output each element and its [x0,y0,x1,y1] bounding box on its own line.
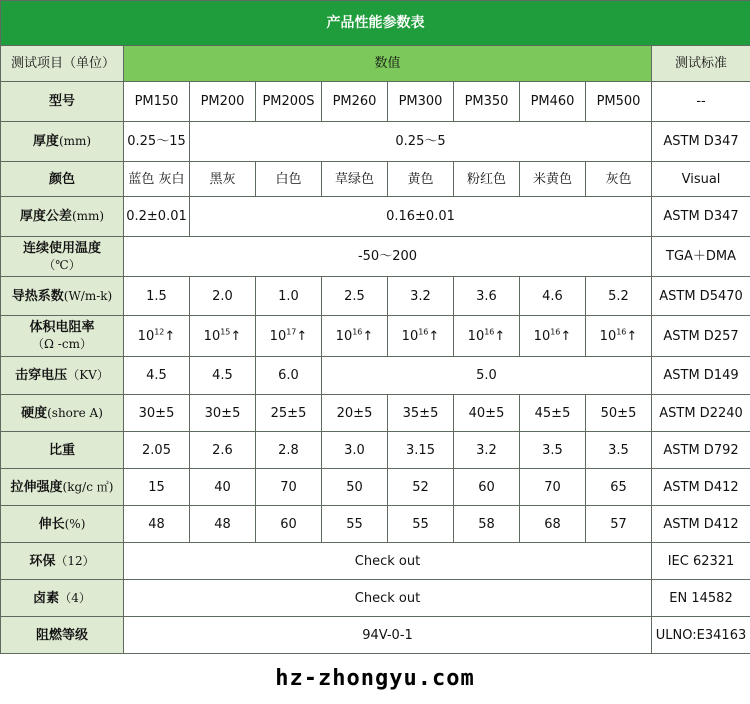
label-unit: （4） [59,590,91,605]
value-cell: PM200S [256,82,322,122]
value-cell: 20±5 [322,395,388,432]
label-text: 硬度 [21,405,48,421]
table-row [1,506,750,543]
up-arrow-icon: ↑ [626,328,638,344]
value-cell [520,316,586,357]
standard-cell: -- [652,82,750,122]
site-watermark: hz-zhongyu.com [275,666,475,691]
label-unit: (kg/c ㎡) [62,479,114,494]
value-cell: 45±5 [520,395,586,432]
value-cell [454,316,520,357]
up-arrow-icon: ↑ [362,328,374,344]
value-cell: 65 [586,469,652,506]
up-arrow-icon: ↑ [230,328,242,344]
resistivity-exponent: 16 [352,327,363,337]
resistivity-base: 10 [401,328,419,344]
value-cell [586,316,652,357]
resistivity-base: 10 [137,328,155,344]
value-cell: PM350 [454,82,520,122]
value-cell: 5.2 [586,277,652,316]
row-label-hardness [1,395,124,432]
table-row [1,82,750,122]
value-cell: 白色 [256,162,322,197]
value-cell: 黄色 [388,162,454,197]
standard-cell: ASTM D347 [652,122,750,162]
table-title: 产品性能参数表 [1,1,750,46]
value-cell: 0.16±0.01 [190,197,652,237]
label-unit: （KV） [67,368,109,382]
header-row [1,46,750,82]
standard-cell: ASTM D412 [652,469,750,506]
value-cell: PM500 [586,82,652,122]
table-row [1,237,750,277]
standard-cell: ASTM D412 [652,506,750,543]
table-row [1,197,750,237]
standard-cell: ASTM D257 [652,316,750,357]
value-cell: PM150 [124,82,190,122]
value-cell: 3.0 [322,432,388,469]
resistivity-base: 10 [467,328,485,344]
value-cell: 5.0 [322,357,652,395]
table-row [1,395,750,432]
value-cell: 30±5 [124,395,190,432]
table-row [1,316,750,357]
value-cell: 40±5 [454,395,520,432]
value-cell: 3.6 [454,277,520,316]
resistivity-exponent: 16 [616,327,627,337]
row-label-temperature [1,237,124,277]
value-cell: 3.5 [586,432,652,469]
label-unit: (%) [64,516,86,531]
row-label-color [1,162,124,197]
value-cell: 4.6 [520,277,586,316]
value-cell: 25±5 [256,395,322,432]
row-label-breakdown [1,357,124,395]
value-cell: 2.6 [190,432,256,469]
table-row [1,357,750,395]
value-cell: 1.5 [124,277,190,316]
row-label-resistivity [1,316,124,357]
row-label-tensile [1,469,124,506]
resistivity-exponent: 15 [220,327,231,337]
value-cell: Check out [124,580,652,617]
label-unit: (mm) [58,134,92,148]
table-row [1,432,750,469]
resistivity-base: 10 [269,328,287,344]
value-cell: 68 [520,506,586,543]
table-row [1,122,750,162]
standard-cell: ASTM D149 [652,357,750,395]
row-label-gravity [1,432,124,469]
row-label-rohs [1,543,124,580]
standard-cell: ULNO:E34163 [652,617,750,654]
standard-cell: IEC 62321 [652,543,750,580]
standard-cell: ASTM D347 [652,197,750,237]
label-text: 拉伸强度 [10,479,63,495]
value-cell: 3.15 [388,432,454,469]
resistivity-base: 10 [203,328,221,344]
resistivity-base: 10 [599,328,617,344]
up-arrow-icon: ↑ [296,328,308,344]
value-cell [124,316,190,357]
label-unit: （12） [55,553,95,568]
title-row [1,1,750,46]
up-arrow-icon: ↑ [164,328,176,344]
value-cell: 94V-0-1 [124,617,652,654]
value-cell: 3.5 [520,432,586,469]
label-text: 厚度 [32,134,59,149]
resistivity-exponent: 12 [154,327,165,337]
value-cell [256,316,322,357]
value-cell: 30±5 [190,395,256,432]
value-cell: 灰色 [586,162,652,197]
label-text: 环保 [29,553,56,569]
table-row [1,277,750,316]
value-cell: 2.8 [256,432,322,469]
label-text: 比重 [48,442,75,458]
resistivity-base: 10 [533,328,551,344]
label-text: 击穿电压 [15,368,68,383]
value-cell: 58 [454,506,520,543]
value-cell: 50±5 [586,395,652,432]
row-label-model [1,82,124,122]
table-row [1,469,750,506]
row-label-conductivity [1,277,124,316]
value-cell: 4.5 [190,357,256,395]
label-text: 厚度公差 [19,209,72,224]
value-cell: 15 [124,469,190,506]
value-cell: 3.2 [388,277,454,316]
row-label-flame [1,617,124,654]
standard-cell: ASTM D5470 [652,277,750,316]
value-cell: 0.25～5 [190,122,652,162]
label-text: 卤素 [33,590,60,606]
up-arrow-icon: ↑ [494,328,506,344]
row-label-halogen [1,580,124,617]
value-cell: 0.25～15 [124,122,190,162]
value-cell: 50 [322,469,388,506]
standard-cell: ASTM D2240 [652,395,750,432]
value-cell: 48 [190,506,256,543]
standard-cell: Visual [652,162,750,197]
value-cell: 4.5 [124,357,190,395]
up-arrow-icon: ↑ [428,328,440,344]
value-cell: 0.2±0.01 [124,197,190,237]
value-cell: 40 [190,469,256,506]
value-cell: 48 [124,506,190,543]
value-cell: 70 [256,469,322,506]
value-cell [388,316,454,357]
label-unit: （Ω -cm） [32,337,92,351]
value-cell [190,316,256,357]
label-unit: (mm) [71,209,105,223]
table-row [1,580,750,617]
row-label-thickness [1,122,124,162]
standard-cell: TGA＋DMA [652,237,750,277]
value-cell: 60 [256,506,322,543]
value-cell: Check out [124,543,652,580]
value-cell: 60 [454,469,520,506]
resistivity-base: 10 [335,328,353,344]
row-label-elongation [1,506,124,543]
value-cell: 57 [586,506,652,543]
value-cell: 2.0 [190,277,256,316]
value-cell: 52 [388,469,454,506]
label-text: 伸长 [38,516,65,532]
label-unit: (shore A) [47,405,103,420]
resistivity-exponent: 17 [286,327,297,337]
value-cell: 35±5 [388,395,454,432]
standard-cell: ASTM D792 [652,432,750,469]
table-row [1,543,750,580]
label-text: 颜色 [48,171,75,187]
value-cell: 粉红色 [454,162,520,197]
value-cell: 2.5 [322,277,388,316]
value-cell: 米黄色 [520,162,586,197]
value-cell: 黑灰 [190,162,256,197]
standard-cell: EN 14582 [652,580,750,617]
up-arrow-icon: ↑ [560,328,572,344]
label-text: 导热系数 [11,288,64,304]
value-cell: 2.05 [124,432,190,469]
header-value: 数值 [124,46,652,82]
label-text: 阻燃等级 [35,627,88,643]
label-unit: (W/m-k) [63,288,113,303]
value-cell: 蓝色 灰白 [124,162,190,197]
label-text: 体积电阻率 [29,320,95,335]
row-label-tolerance [1,197,124,237]
value-cell: PM460 [520,82,586,122]
header-item: 测试项目（单位） [1,46,124,82]
value-cell: -50～200 [124,237,652,277]
value-cell: 3.2 [454,432,520,469]
value-cell: PM200 [190,82,256,122]
value-cell: PM300 [388,82,454,122]
value-cell: 55 [388,506,454,543]
value-cell [322,316,388,357]
value-cell: 55 [322,506,388,543]
value-cell: 1.0 [256,277,322,316]
resistivity-exponent: 16 [484,327,495,337]
label-text: 连续使用温度 [22,240,101,256]
resistivity-exponent: 16 [418,327,429,337]
header-standard: 测试标准 [652,46,750,82]
table-row [1,162,750,197]
resistivity-exponent: 16 [550,327,561,337]
value-cell: 6.0 [256,357,322,395]
value-cell: 草绿色 [322,162,388,197]
label-text: 型号 [48,94,75,109]
label-unit: （℃） [43,257,81,272]
value-cell: PM260 [322,82,388,122]
value-cell: 70 [520,469,586,506]
table-row [1,617,750,654]
